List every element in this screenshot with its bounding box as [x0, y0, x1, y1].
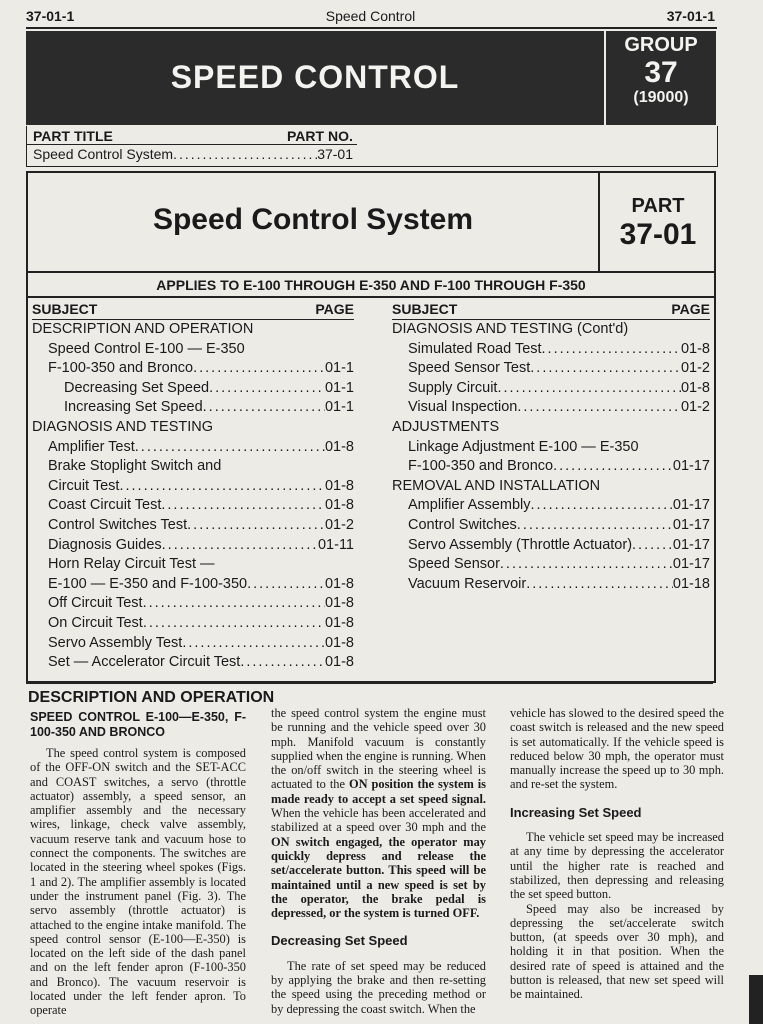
leader-dots: [173, 146, 317, 162]
toc-entry-text: Diagnosis Guides: [48, 536, 162, 553]
toc-right-list: [392, 320, 710, 594]
group-number: 37: [644, 56, 678, 89]
leader-dots: [187, 516, 325, 536]
toc-entry-page: 01-8: [324, 497, 354, 514]
page-number-left: 37-01-1: [26, 8, 75, 24]
leader-dots: [553, 457, 673, 477]
toc-entry-page: 01-8: [680, 379, 710, 396]
toc-entry-text: Amplifier Test: [48, 438, 135, 455]
toc-entry-text: Increasing Set Speed: [64, 399, 203, 416]
toc-entry-page: 01-17: [672, 497, 710, 514]
part-table-row: [33, 146, 353, 162]
toc-entry-text: Horn Relay Circuit Test —: [48, 556, 215, 573]
subheading-increasing: Increasing Set Speed: [510, 804, 642, 820]
subject-header: SUBJECT: [392, 301, 458, 317]
page-number-right: 37-01-1: [666, 8, 715, 24]
toc-left-column: [32, 301, 354, 673]
toc-entry: [392, 555, 710, 575]
group-label: GROUP: [624, 34, 698, 56]
toc-entry: [32, 320, 354, 340]
toc-entry-page: 01-8: [324, 477, 354, 494]
toc-entry: [32, 477, 354, 497]
toc-entry-page: 01-2: [324, 516, 354, 533]
toc-header: [32, 301, 354, 320]
toc-entry-text: Brake Stoplight Switch and: [48, 458, 222, 475]
toc-entry: [392, 418, 710, 438]
banner-title: SPEED CONTROL: [170, 59, 460, 95]
part-table-rule: [27, 144, 357, 145]
toc-entry-page: 01-11: [317, 536, 354, 553]
toc-entry-text: Coast Circuit Test: [48, 497, 162, 514]
toc-entry-page: 01-18: [672, 575, 710, 592]
toc-entry-text: Servo Assembly (Throttle Actuator): [408, 536, 633, 553]
body-column-2: [271, 706, 486, 1016]
page-edge-mark: [749, 975, 763, 1024]
toc-entry-text: Speed Control E-100 — E-350: [48, 340, 245, 357]
part-label: PART: [631, 195, 685, 217]
toc-entry-page: 01-1: [324, 379, 354, 396]
toc-entry-page: 01-8: [324, 438, 354, 455]
divider: [28, 271, 714, 273]
page-header-label: PAGE: [671, 301, 710, 317]
leader-dots: [632, 536, 673, 556]
toc-header: [392, 301, 710, 320]
divider: [28, 296, 714, 298]
toc-entry-text: Control Switches Test: [48, 516, 188, 533]
toc-entry-page: 01-17: [672, 458, 710, 475]
leader-dots: [517, 516, 673, 536]
toc-entry-page: 01-2: [680, 399, 710, 416]
toc-entry-text: Linkage Adjustment E-100 — E-350: [408, 438, 639, 455]
text-run: the speed control system the engine must be running and the vehicle speed over 30 mph. Manifold vacuum is constantly supplied when the engine is running. When the on/off switch in the steering wheel is actuated to the: [271, 706, 486, 792]
toc-entry: [32, 496, 354, 516]
section-title: Speed Control System: [152, 203, 474, 236]
toc-entry-text: Visual Inspection: [408, 399, 518, 416]
leader-dots: [517, 398, 681, 418]
leader-dots: [119, 477, 325, 497]
leader-dots: [203, 398, 325, 418]
contents-box: [26, 171, 716, 683]
leader-dots: [182, 634, 325, 654]
toc-entry: [32, 653, 354, 673]
toc-entry-text: Speed Sensor Test: [408, 360, 531, 377]
toc-entry: [392, 496, 710, 516]
toc-entry-text: Off Circuit Test: [48, 595, 143, 612]
toc-entry: [32, 614, 354, 634]
applies-to: APPLIES TO E-100 THROUGH E-350 AND F-100 THROUGH F-350: [156, 277, 586, 293]
leader-dots: [143, 614, 325, 634]
toc-entry: [32, 575, 354, 595]
toc-entry: [32, 379, 354, 399]
leader-dots: [497, 379, 681, 399]
leader-dots: [161, 496, 325, 516]
group-code: (19000): [633, 89, 689, 106]
toc-entry: [32, 594, 354, 614]
leader-dots: [530, 496, 672, 516]
subheading-decreasing: Decreasing Set Speed: [271, 933, 408, 949]
toc-entry-page: 01-8: [324, 595, 354, 612]
toc-entry-text: DIAGNOSIS AND TESTING (Cont'd): [392, 321, 629, 337]
leader-dots: [143, 594, 325, 614]
toc-entry-text: Servo Assembly Test: [48, 634, 183, 651]
toc-entry-text: ADJUSTMENTS: [392, 418, 500, 435]
toc-entry-page: 01-17: [672, 536, 710, 553]
toc-entry: [392, 320, 710, 340]
leader-dots: [247, 575, 325, 595]
part-row-no: 37-01: [317, 146, 353, 162]
toc-entry: [392, 536, 710, 556]
paragraph: The speed control system is composed of the OFF-ON switch and the SET-ACC and COAST switches, a servo (throttle actuator) assembly, a speed sensor, an amplifier assembly and the necessary wires, linkage, check valve assembly, vacuum reserve tank and vacuum hose to connect the components. The switches are located in the steering wheel spokes (Figs. 1 and 2). The amplifier assembly is located under the instrument panel (Fig. 3). The servo assembly (throttle actuator) is attached to the engine intake manifold. The speed control sensor (E-100—E-350) is located on the left side of the dash panel and on the left fender apron (F-100-350 and Bronco). The vacuum reservoir is located under the left fender apron. To operate: [30, 746, 246, 1018]
toc-entry-page: 01-8: [680, 340, 710, 357]
toc-entry-text: Vacuum Reservoir: [408, 575, 527, 592]
description-heading: DESCRIPTION AND OPERATION: [28, 689, 275, 706]
page-header-label: PAGE: [315, 301, 354, 317]
toc-entry-page: 01-2: [680, 360, 710, 377]
part-table: [26, 126, 718, 167]
toc-entry-page: 01-8: [324, 575, 354, 592]
toc-entry-text: REMOVAL AND INSTALLATION: [392, 477, 601, 494]
toc-entry-text: Simulated Road Test: [408, 340, 542, 357]
toc-left-list: [32, 320, 354, 673]
toc-entry: [32, 418, 354, 438]
toc-entry: [32, 536, 354, 556]
toc-entry-page: 01-8: [324, 614, 354, 631]
leader-dots: [193, 359, 325, 379]
body-column-3: [510, 706, 724, 1002]
toc-entry-page: 01-1: [324, 399, 354, 416]
paragraph: [271, 706, 486, 920]
toc-entry-text: Decreasing Set Speed: [64, 379, 210, 396]
toc-entry: [32, 398, 354, 418]
toc-entry: [392, 379, 710, 399]
toc-entry: [392, 359, 710, 379]
toc-entry: [392, 398, 710, 418]
toc-entry-text: Amplifier Assembly: [408, 497, 531, 514]
bold-text-run: ON position the system is made ready to accept a set speed signal.: [271, 777, 487, 806]
text-run: When the vehicle has been accelerated and stabilized at a speed over 30 mph and the: [271, 806, 486, 835]
subsection-heading: SPEED CONTROL E-100—E-350, F-100-350 AND BRONCO: [30, 710, 246, 739]
part-box: [598, 173, 716, 271]
toc-entry-text: F-100-350 and Bronco: [408, 458, 554, 475]
section-rule: [26, 682, 713, 684]
toc-entry: [392, 457, 710, 477]
subject-header: SUBJECT: [32, 301, 98, 317]
toc-entry: [32, 438, 354, 458]
toc-entry-page: 01-17: [672, 516, 710, 533]
paragraph: Speed may also be increased by depressing the set/accelerate switch button, (at speeds over 30 mph), and holding it in that position. When the desired rate of speed is attained and the button is released, that new set speed will be maintained.: [510, 901, 724, 1002]
toc-entry: [392, 477, 710, 497]
leader-dots: [500, 555, 673, 575]
toc-entry-text: On Circuit Test: [48, 614, 143, 631]
toc-entry: [32, 340, 354, 360]
toc-entry: [392, 575, 710, 595]
toc-entry: [392, 438, 710, 458]
toc-entry-text: DIAGNOSIS AND TESTING: [32, 418, 214, 435]
toc-entry: [32, 516, 354, 536]
part-no-header: PART NO.: [287, 128, 353, 144]
toc-entry-text: Control Switches: [408, 516, 517, 533]
toc-entry-page: 01-8: [324, 654, 354, 671]
leader-dots: [526, 575, 673, 595]
toc-entry: [32, 359, 354, 379]
toc-entry-text: Set — Accelerator Circuit Test: [48, 654, 241, 671]
toc-entry-page: 01-17: [672, 556, 710, 573]
toc-entry-text: DESCRIPTION AND OPERATION: [32, 321, 254, 337]
toc-entry: [392, 340, 710, 360]
part-number: 37-01: [619, 218, 697, 251]
part-row-title: Speed Control System: [33, 146, 174, 162]
toc-entry: [32, 634, 354, 654]
toc-entry-text: Circuit Test: [48, 477, 120, 494]
paragraph: vehicle has slowed to the desired speed the coast switch is released and the new speed is set automatically. If the vehicle speed is reduced below 30 mph, the operator must manually increase the speed up to 30 mph. and re-set the system.: [510, 706, 724, 792]
leader-dots: [209, 379, 325, 399]
toc-right-column: [392, 301, 710, 594]
header-rule: [26, 27, 717, 29]
toc-entry-page: 01-8: [324, 634, 354, 651]
part-title-header: PART TITLE: [33, 128, 113, 144]
paragraph: The vehicle set speed may be increased at any time by depressing the accelerator until the higher rate is reached and stabilized, then depressing and releasing the set speed button.: [510, 830, 724, 902]
toc-entry-page: 01-1: [324, 360, 354, 377]
body-column-1: [30, 710, 246, 1018]
toc-entry: [392, 516, 710, 536]
leader-dots: [162, 536, 318, 556]
bold-text-run: ON switch engaged, the operator may quickly depress and release the set/accelerate button. This speed will be maintained until a new speed is set by the operator, the brake pedal is depressed, or the system is turned OFF.: [271, 834, 486, 921]
toc-entry-text: Speed Sensor: [408, 556, 500, 573]
leader-dots: [530, 359, 681, 379]
toc-entry: [32, 555, 354, 575]
leader-dots: [135, 438, 325, 458]
leader-dots: [240, 653, 325, 673]
group-box: [606, 31, 716, 125]
paragraph: The rate of set speed may be reduced by applying the brake and then re-setting the speed using the preceding method or by depressing the coast switch. When the: [271, 958, 486, 1016]
leader-dots: [542, 340, 681, 360]
title-banner: [26, 31, 604, 125]
toc-entry-text: F-100-350 and Bronco: [48, 360, 194, 377]
toc-entry-text: Supply Circuit: [408, 379, 498, 396]
running-title: Speed Control: [325, 8, 416, 24]
toc-entry: [32, 457, 354, 477]
page-header: [26, 6, 715, 26]
toc-entry-text: E-100 — E-350 and F-100-350: [48, 575, 248, 592]
